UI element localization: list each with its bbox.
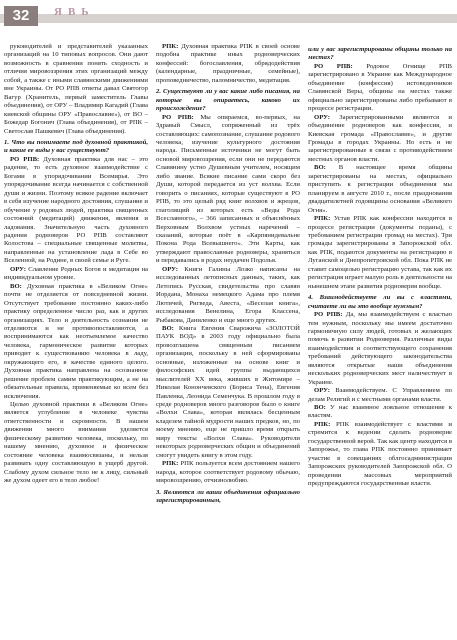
- paragraph-text: Взаимодействуем. С Управлением по делам Религий и с местными органами власти.: [308, 387, 452, 403]
- paragraph-text: Духовная практика для нас – это радение, то есть духовное взаимодействие с Богами в упорядочивании Всемирья. Это упорядочивание всегда начинается с собственной души и жизни. Поэтому всякое радение включает в себя изучение народного достояния, слушание и обучение у родовых людей, практика священных состояний (медитаций) движения, явления и ладования. Значительную часть духовного радения родноверов РО РПВ составляют Колостова – специальные священные молитвы, направленные на установление лада в Себе во Вселенной, на Родине, в своей семье и Руге.: [4, 155, 148, 265]
- column-1: [4, 43, 148, 637]
- paragraph-text: Духовная практика РПК в своей основе подобна практике иных родноверческих конфессий: богославления, обрядодействия (календарные, праздничные, семейные), проповедничество, паломничество, медитация.: [156, 43, 300, 84]
- question-heading: 3. Являются ли ваши объединения официально зарегистрированным,: [156, 488, 300, 505]
- article-paragraph: [4, 266, 148, 283]
- speaker-label: ОРУ:: [314, 387, 330, 395]
- question-heading: или у вас зарегистрированы общины только на местах?: [308, 46, 452, 62]
- page-header: [0, 0, 457, 26]
- paragraph-text: Духовная практика в «Великом Огне» почти не отделяется от повседневной жизни. Отсутствует требование постоянно каких-либо практику определенное число раз, как в других организациях. Тело и деятельность сознания не отделяются и не противопоставляются, а воспринимаются как неотъемлемое качество человека, гармоническое развитие которых приводит к существованию человека в ладу, окружающего его, в качестве единого целого. Духовная практика направлена на осознанное решение проблем самим практикующим, а не на обязательные правила, применяемые ко всем без исключения.: [4, 282, 148, 400]
- paragraph-text: Зарегистрированными являются и объединение родноверов как конфессия, и Киевская громада «Православие», и другие Громады в городах Украины. Но есть и не зарегистрированные в связи с противодействием местных органов власти.: [308, 113, 452, 163]
- paragraph-text: Славление Родных Богов и медитация на индивидуальном уровне.: [4, 265, 148, 282]
- article-paragraph: [156, 266, 300, 325]
- article-paragraph: [156, 325, 300, 460]
- paragraph-text: Мы опираемся, во-первых, на Здравый Смысл, сопряженный из трёх составляющих: самопознание, слушание родового человека, изучение культурного достояния народа. Письменные источники не могут быть основой мировоззрения, если они не передаются Славянину устно Душевным учителем, носящим либо звание. Всякие писание сами скоро без Души, которой передается из уст волхва. Если говорить о писаниях, которые существуют в РО РПВ, то это целый ряд книг волхвов и жрецов, глаголящий из которых есть «Веды Рода Всеславного», – 366 записанных и объяснённых Верховным Волхвом устных наречений – сказаний, которые поёт в «Карпянидевальне Покона Рода Всевышнего». Эти Карты, как утверждают православные родноверы, храняться и передавались в родах неудачен Подолья.: [156, 113, 300, 265]
- article-paragraph: [156, 460, 300, 485]
- speaker-label: ВО:: [10, 282, 22, 290]
- article-paragraph: [308, 114, 452, 165]
- speaker-label: РПК:: [162, 43, 179, 50]
- article-columns: [4, 43, 453, 637]
- paragraph-text: Устав РПК как конфессии находится в процессе регистрации (документы поданы), с требованием регистрации громад на местах). Три громады зарегистрированы в Запорожской обл. как РПК, подаются документы на регистрацию в Луганской и Днепропетровской обл. Пока РПК не ставит самоцелью регистрацию устава, так как их регистрация играет малую роль в деятельности на нынешнем этапе развития родноверия вообще.: [308, 215, 452, 290]
- column-2: [156, 43, 300, 637]
- speaker-label: РПК:: [162, 460, 179, 468]
- paragraph-text: Целью духовной практики в «Великом Огне» является углубление в человеке чувства ответственности и скромности. В нашем движении много внимания уделяется физическому развитию человека, поскольку, по нашему мнению, духовное и физическое состояние человека взаимосвязаны, и нельзя развивать одну составляющую в ущерб другой. Слабому духом сильное тело не к лицу, сильный же духом одеет его в тело любое!: [4, 401, 148, 485]
- article-paragraph: [4, 156, 148, 266]
- article-paragraph: [4, 401, 148, 486]
- speaker-label: ОРУ:: [314, 113, 330, 121]
- page-number: 32: [4, 6, 38, 26]
- question-heading: 2. Существуют ли у вас какие либо писания, на которые вы опираетесь, каково их происхождение?: [156, 88, 300, 113]
- magazine-title: ЯВЬ: [54, 6, 95, 18]
- speaker-label: ВО:: [314, 404, 326, 412]
- article-paragraph: [156, 43, 300, 85]
- speaker-label: РО РПВ:: [314, 311, 343, 319]
- paragraph-text: В настоящее время общины зарегистрированы на местах, официально приступить к регистрации объединения мы планируем в августе 2010 г., после празднования двадцатилетней годовщины основания «Великого Огня».: [308, 164, 452, 214]
- article-paragraph: [4, 43, 148, 136]
- article-paragraph: [156, 114, 300, 266]
- paragraph-text: руководителей и представителей указанных организаций на 10 типовых вопросов. Они дают возможность в сравнении понять сходность и отличия мировоззрения этих организаций между собой, а также с иными славянскими движениями вне Украины. От РО РПВ ответы давал Святогор Вагур (Хранитель, первый заместитель Главы объединения), от ОРУ – Владимир Кагадий (Глава киевской общины ОРУ «Православие»), от ВО – Божедар Богонич (Глава объединения), от РПК – Светослав Пашкевич (Глава объединения).: [4, 43, 148, 135]
- speaker-label: РО РПВ:: [314, 62, 353, 70]
- question-heading: 1. Что вы понимаете под духовной практикой, и какие ее виды у вас существуют?: [4, 138, 148, 155]
- paragraph-text: Да, мы взаимодействуем с властью тем нужным, поскольку мы имеем достаточно гармоничную силу людей, готовых и желающих помочь в развитии Родноверия. Различные виды взаимодействия и соответствующего сохранения требований действующего законодательства являются открытые наши объединения нескольких родноверческих мест наличествует в Украине.: [308, 311, 452, 386]
- article-paragraph: [308, 387, 452, 404]
- paragraph-text: У нас взаимное лояльное отношение к властям.: [308, 404, 452, 420]
- speaker-label: ВО:: [314, 164, 326, 172]
- speaker-label: РО РПВ:: [10, 155, 40, 163]
- speaker-label: РПК:: [314, 420, 331, 428]
- speaker-label: РО РПВ:: [162, 113, 194, 121]
- column-3: [308, 43, 452, 637]
- article-paragraph: [308, 215, 452, 291]
- speaker-label: ОРУ:: [162, 265, 178, 273]
- article-paragraph: [308, 311, 452, 387]
- paragraph-text: РПК пользуется всем достоянием нашего народа, которое соответствует родовому обычаю, мировоззрению, отчизнолюбию.: [156, 460, 300, 485]
- article-paragraph: [4, 283, 148, 401]
- paragraph-text: Родовое Огнище РПВ зарегистрировано в Украине как Международное объединение (конфессия) истоведенников Славянской Веры, общины на местах также официально зарегистрированы либо пребывают в процессе регистрации.: [308, 62, 452, 113]
- article-paragraph: [308, 63, 452, 114]
- speaker-label: РПК:: [314, 215, 331, 223]
- article-paragraph: [308, 404, 452, 421]
- paragraph-text: Книги Галины Лозко написаны на исследованных летописных данных, таких, как Летопись Русская, свидетельства про славян Иордана, Монаха немецкого Адама про племя Лютичей, Ригведа, Авеста, «Веселая книга», исследования Венелина, Егора Классена, Рыбакова, Даниленко и еще много других.: [156, 265, 300, 324]
- article-paragraph: [308, 421, 452, 489]
- speaker-label: ОРУ:: [10, 265, 26, 273]
- article-paragraph: [308, 164, 452, 215]
- question-heading: 4. Взаимодействуете ли вы с властями, считаете ли вы это вообще нужным?: [308, 294, 452, 310]
- speaker-label: ВО:: [162, 324, 174, 332]
- paragraph-text: Книга Евгения Сварожича «ЗОЛОТОЙ ПАУК ВОД» в 2003 году официально была провозглашена священным писанием организации, поскольку в ней сформированы основные, изложенные на основе книг и философских идей группы выдающихся мыслителей XX века, живших в Житомире – Николая Конончевского (Бориса Тена), Евгения Павленка, Леонида Семенчука. В прошлом году в среде родноверов много разговоров было о книге «Волхи Слава», которая являлась бесценным кладезем тайной мудрости наших предков, но, по моему мнению, еще не пришло время открыть миру тексты «Волхи Слава». Руководители некоторых родноверческих общин и объединений смогут увидеть книгу в этом году.: [156, 324, 300, 459]
- paragraph-text: РПК взаимодействует с властями и стремится к ведении сделать родноверие государственной верой. Так как центр находится в Запорожье, то глава РПК постоянно принимает участие в совещаниях облгосадминистрации Запорожских руководителей Запорожской обл. О проведении массовых мероприятий предупреждаются государственные власти.: [308, 420, 452, 488]
